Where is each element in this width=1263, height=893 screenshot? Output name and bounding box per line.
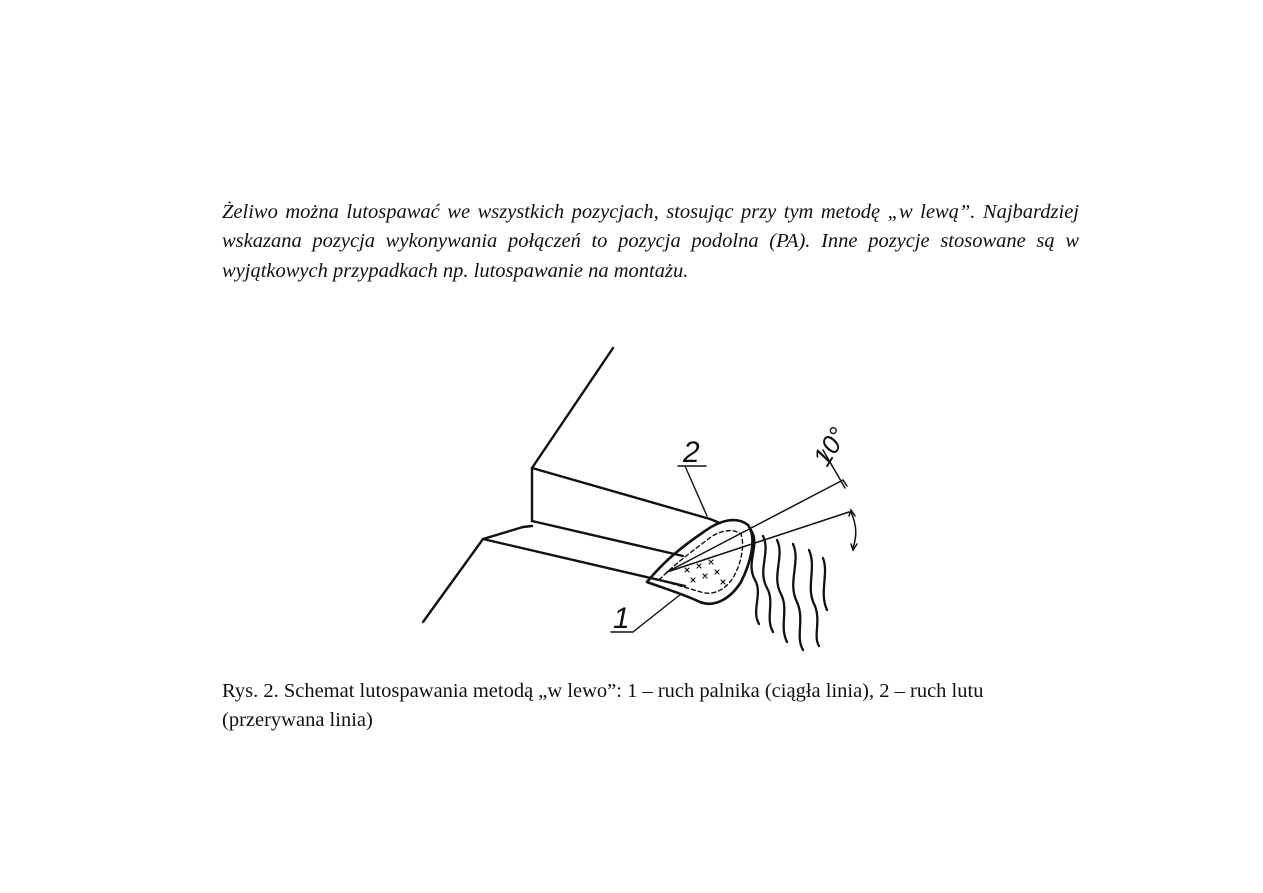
lower-plate [423,526,685,622]
figure-angle-label: 10° [806,421,853,472]
welding-schematic-figure [415,340,895,660]
figure-caption: Rys. 2. Schemat lutospawania metodą „w lewo”: 1 – ruch palnika (ciągła linia), 2 – ruch lutu (przerywana linia) [222,680,984,731]
figure-label-2: 2 [683,436,700,469]
welding-schematic-drawing [415,340,895,660]
body-paragraph: Żeliwo można lutospawać we wszystkich pozycjach, stosując przy tym metodę „w lewą”. Najbardziej wskazana pozycja wykonywania połączeń to pozycja podolna (PA). Inne pozycje stosowane są w wyjątkowych przypadkach np. lutospawanie na montażu. [222,201,1079,282]
figure-label-1: 1 [613,602,630,635]
flame-waves [751,530,827,650]
